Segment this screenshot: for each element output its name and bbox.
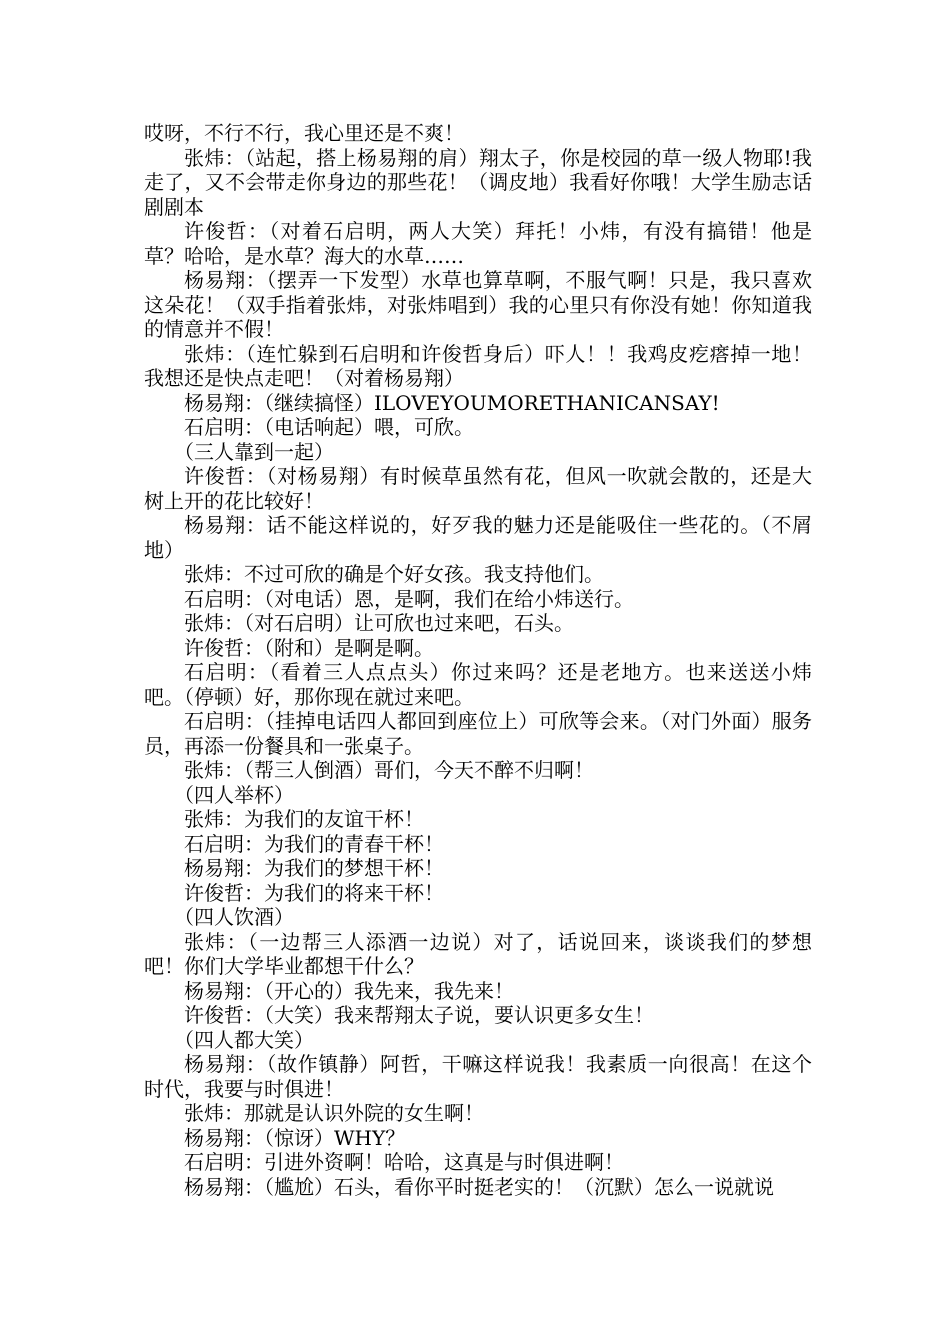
- paragraph: 石启明：（对电话）恩，是啊，我们在给小炜送行。: [184, 586, 634, 611]
- script-page: [144, 121, 812, 1199]
- paragraph: 杨易翔：（继续搞怪）ILOVEYOUMORETHANICANSAY!: [184, 390, 720, 415]
- paragraph: 石启明：（挂掉电话四人都回到座位上）可欣等会来。（对门外面）服务员，再添一份餐具和一张桌子。: [144, 709, 812, 758]
- stage-direction: （三人靠到一起）: [174, 439, 334, 464]
- paragraph: 杨易翔：（故作镇静）阿哲，干嘛这样说我！我素质一向很高！在这个时代，我要与时俱进！: [144, 1052, 812, 1101]
- paragraph: 张炜：不过可欣的确是个好女孩。我支持他们。: [184, 562, 604, 586]
- paragraph: 张炜：（连忙躲到石启明和许俊哲身后）吓人！！我鸡皮疙瘩掉一地！我想还是快点走吧！（对着杨易翔）: [144, 341, 812, 390]
- paragraph: 石启明：引进外资啊！哈哈，这真是与时俱进啊！: [184, 1150, 624, 1174]
- paragraph: 许俊哲：为我们的将来干杯！: [184, 880, 444, 905]
- paragraph: 许俊哲：（附和）是啊是啊。: [184, 635, 434, 660]
- paragraph: 许俊哲：（对着石启明，两人大笑）拜托！小炜，有没有搞错！他是草？哈哈，是水草？海大的水草……: [144, 219, 812, 268]
- paragraph: 哎呀，不行不行，我心里还是不爽！: [144, 121, 464, 145]
- paragraph: 杨易翔：（尴尬）石头，看你平时挺老实的！（沉默）怎么一说就说: [184, 1174, 774, 1199]
- paragraph: 杨易翔：话不能这样说的，好歹我的魅力还是能吸住一些花的。（不屑地）: [144, 513, 812, 562]
- paragraph: 张炜：（站起，搭上杨易翔的肩）翔太子，你是校园的草一级人物耶!我走了，又不会带走你身边的那些花！（调皮地）我看好你哦！大学生励志话剧剧本: [144, 145, 812, 219]
- paragraph: 石启明：为我们的青春干杯！: [184, 831, 444, 856]
- stage-direction: （四人都大笑）: [174, 1027, 314, 1052]
- paragraph: 张炜：（对石启明）让可欣也过来吧，石头。: [184, 611, 574, 635]
- paragraph: 许俊哲：（大笑）我来帮翔太子说，要认识更多女生！: [184, 1003, 654, 1027]
- paragraph: 杨易翔：为我们的梦想干杯！: [184, 856, 444, 880]
- paragraph: 石启明：（电话响起）喂，可欣。: [184, 415, 474, 439]
- paragraph: 石启明：（看着三人点点头）你过来吗？还是老地方。也来送送小炜吧。（停顿）好，那你现在就过来吧。: [144, 660, 812, 709]
- stage-direction: （四人饮酒）: [174, 905, 294, 929]
- paragraph: 杨易翔：（开心的）我先来，我先来！: [184, 978, 514, 1003]
- paragraph: 杨易翔：（摆弄一下发型）水草也算草啊，不服气啊！只是，我只喜欢这朵花！（双手指着张炜，对张炜唱到）我的心里只有你没有她！你知道我的情意并不假！: [144, 268, 812, 341]
- paragraph: 张炜：（一边帮三人添酒一边说）对了，话说回来，谈谈我们的梦想吧！你们大学毕业都想干什么？: [144, 929, 812, 978]
- paragraph: 张炜：（帮三人倒酒）哥们，今天不醉不归啊！: [184, 758, 594, 782]
- paragraph: 许俊哲：（对杨易翔）有时候草虽然有花，但风一吹就会散的，还是大树上开的花比较好！: [144, 464, 812, 513]
- paragraph: 张炜：那就是认识外院的女生啊！: [184, 1101, 484, 1125]
- paragraph: 杨易翔：（惊讶）WHY？: [184, 1125, 406, 1150]
- paragraph: 张炜：为我们的友谊干杯！: [184, 807, 424, 831]
- stage-direction: （四人举杯）: [174, 782, 294, 807]
